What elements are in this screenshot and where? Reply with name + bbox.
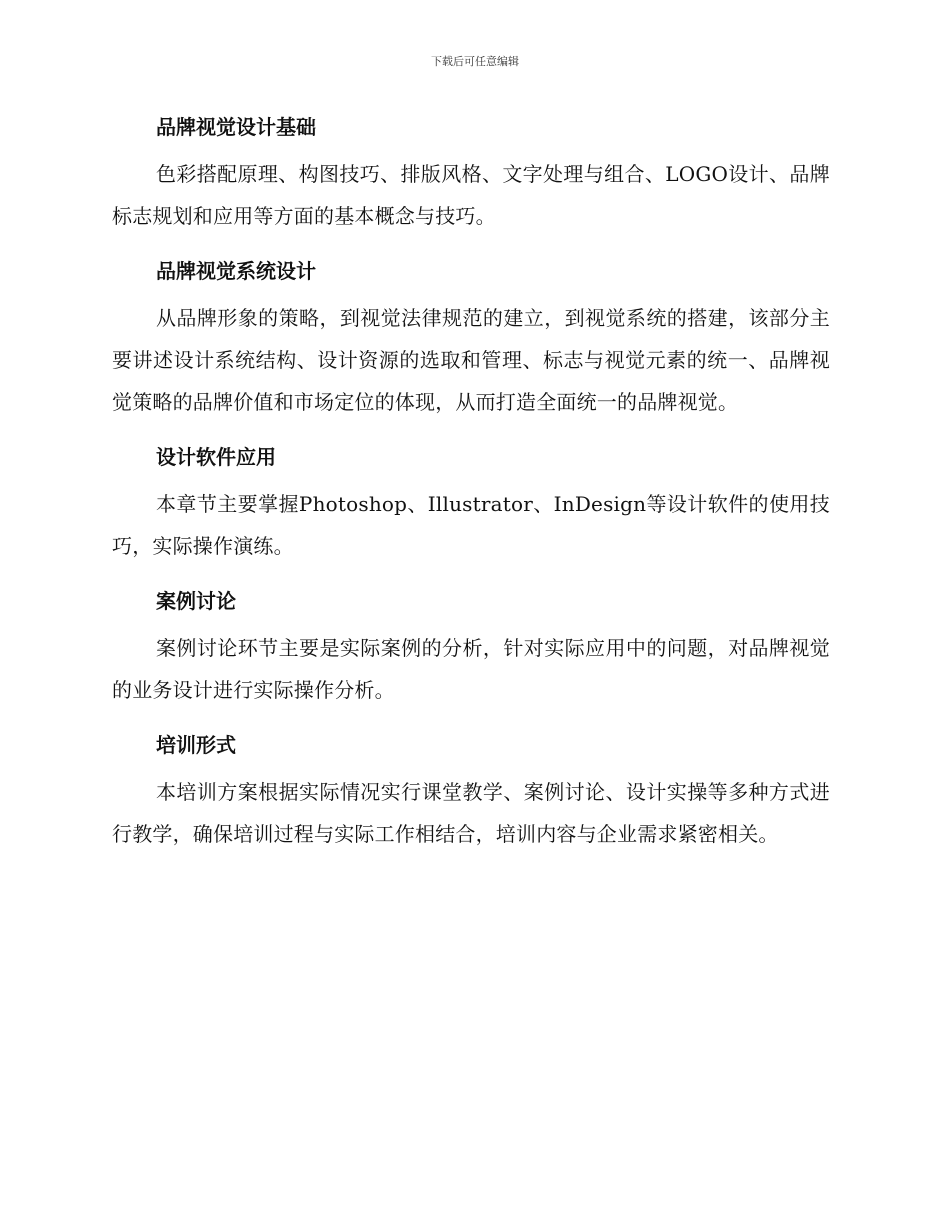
section-brand-visual-basics [112, 109, 830, 237]
page-header: 下载后可任意编辑 [431, 55, 519, 68]
section-paragraph: 本章节主要掌握Photoshop、Illustrator、InDesign等设计软件的使用技巧，实际操作演练。 [112, 492, 830, 558]
section-case-discussion [112, 583, 830, 711]
document-body [112, 109, 830, 871]
section-brand-visual-system [112, 253, 830, 423]
section-heading: 设计软件应用 [156, 445, 276, 469]
section-training-format [112, 727, 830, 855]
section-paragraph: 本培训方案根据实际情况实行课堂教学、案例讨论、设计实操等多种方式进行教学，确保培训过程与实际工作相结合，培训内容与企业需求紧密相关。 [112, 780, 830, 846]
section-heading: 品牌视觉系统设计 [156, 259, 316, 283]
section-heading: 培训形式 [156, 733, 236, 757]
section-paragraph: 色彩搭配原理、构图技巧、排版风格、文字处理与组合、LOGO设计、品牌标志规划和应用等方面的基本概念与技巧。 [112, 162, 830, 228]
section-heading: 案例讨论 [156, 589, 236, 613]
section-paragraph: 从品牌形象的策略，到视觉法律规范的建立，到视觉系统的搭建，该部分主要讲述设计系统结构、设计资源的选取和管理、标志与视觉元素的统一、品牌视觉策略的品牌价值和市场定位的体现，从而打造全面统一的品牌视觉。 [112, 306, 830, 414]
section-paragraph: 案例讨论环节主要是实际案例的分析，针对实际应用中的问题，对品牌视觉的业务设计进行实际操作分析。 [112, 636, 830, 702]
section-design-software [112, 439, 830, 567]
section-heading: 品牌视觉设计基础 [156, 115, 316, 139]
